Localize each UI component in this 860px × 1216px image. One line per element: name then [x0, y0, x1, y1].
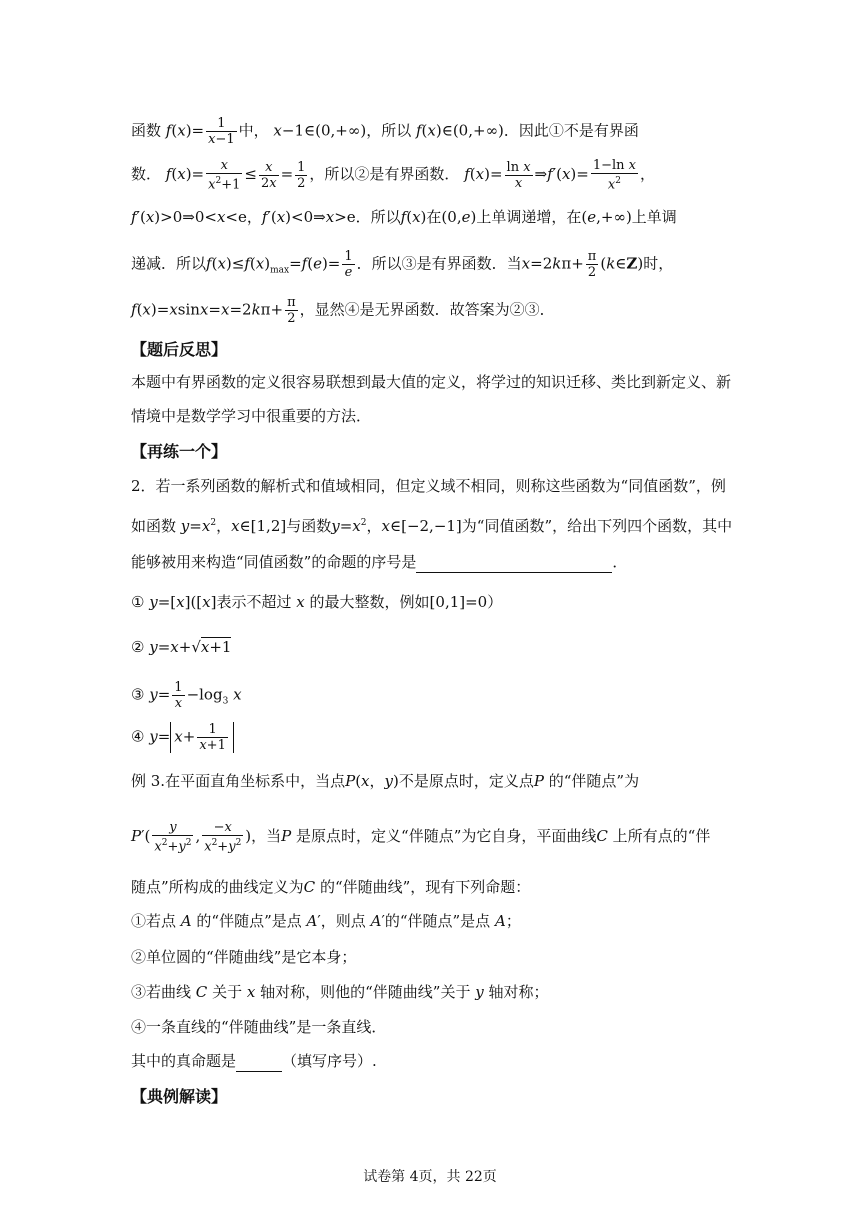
- text: ，则点: [320, 912, 366, 930]
- example3-line-1: 例 3.在平面直角坐标系中，当点P(x，y)不是原点时，定义点P 的“伴随点”为: [131, 772, 640, 790]
- proposition-1: ①若点 A 的“伴随点”是点 A′，则点 A′的“伴随点”是点 A；: [131, 912, 521, 930]
- text: ）: [487, 593, 503, 611]
- text: ，当: [251, 827, 282, 846]
- solution-line-4: 递减．所以$f(x)\le f(x)_{max}=f(e)=$ $\frac{1}{e}$ ．所以③是有界函数．当x=2kπ+ $\frac{\pi}{2}$ (k∈Z)时，: [131, 249, 674, 280]
- heading-reflection: 【题后反思】: [131, 340, 228, 359]
- proposition-2: ②单位圆的“伴随曲线”是它本身；: [131, 948, 357, 966]
- text: 上所有点的“伴: [612, 827, 711, 846]
- text: 的最大整数，例如: [309, 593, 430, 611]
- problem2-line-2: 如函数 $y=x^2$，x∈[1,2]与函数$y=x^2$，x∈[−2,−1]为“同值函数”，给出下列四个函数，其中: [131, 517, 733, 535]
- text: 递减．所以: [131, 254, 207, 273]
- text: 中，: [238, 121, 269, 140]
- text: 关于: [212, 983, 243, 1001]
- option-3: ③ y= $\frac{1}{x}$ $-\log_3$ x: [131, 680, 242, 711]
- solution-line-5: f(x)=xsinx=x=2kπ+ $\frac{\pi}{2}$ ，显然④是无界函数．故答案为②③．: [131, 295, 555, 326]
- text: 上单调递增，在: [476, 208, 582, 226]
- heading-example: 【典例解读】: [131, 1087, 228, 1106]
- text: ，所以: [366, 121, 412, 140]
- text: 其中的真命题是: [131, 1052, 237, 1070]
- text: ．因此①不是有界函: [503, 121, 639, 140]
- text: 上单调: [631, 208, 677, 226]
- solution-line-3: f′(x)>0⇒0<x<e，f′(x)<0⇒x>e．所以f(x)在(0,e)上单调递增，在(e,+∞)上单调: [131, 208, 677, 226]
- text: 是原点时，定义“伴随点”为它自身，平面曲线: [296, 827, 597, 846]
- text: 为“同值函数”，给出下列四个函数，其中: [461, 517, 733, 535]
- solution-line-1: 函数 f(x)= $\frac{1}{x-1}$ 中， x−1∈(0,+∞)，所以 f(x)∈(0,+∞)．因此①不是有界函: [131, 116, 639, 147]
- text: 不是原点时，定义点: [398, 772, 534, 790]
- example3-line-3: 随点”所构成的曲线定义为C 的“伴随曲线”，现有下列命题：: [131, 878, 531, 896]
- answer-blank[interactable]: [236, 1055, 282, 1072]
- text: 能够被用来构造“同值函数”的命题的序号是: [131, 553, 417, 571]
- text: 表示不超过: [216, 593, 292, 611]
- option-1: ① y=[x]([x]表示不超过 x 的最大整数，例如[0,1]=0）: [131, 593, 503, 611]
- text: 轴对称，则他的“伴随曲线”关于: [260, 983, 471, 1001]
- text: 与函数: [286, 517, 332, 535]
- text: ，所以②是有界函数．: [309, 165, 460, 184]
- page-footer: 试卷第 4页，共 22页: [363, 1169, 497, 1185]
- text: 例 3.在平面直角坐标系中，当点: [131, 772, 346, 790]
- example3-line-2: P′( $\frac{y}{x^2+y^2}$ , $\frac{-x}{x^2+y^2}$ )，当P 是原点时，定义“伴随点”为它自身，平面曲线C 上所有点的“伴: [131, 820, 711, 855]
- text: 的“伴随点”是点: [384, 912, 491, 930]
- text: 的“伴随点”为: [548, 772, 640, 790]
- text: ；: [505, 912, 521, 930]
- text: 在: [426, 208, 442, 226]
- text: ．所以: [355, 208, 401, 226]
- text: （填写序号）.: [282, 1052, 377, 1070]
- text: 函数: [131, 121, 162, 140]
- problem2-line-3: [131, 551, 627, 573]
- text: 的“伴随点”是点: [196, 912, 302, 930]
- problem2-line-1: 2．若一系列函数的解析式和值域相同，但定义域不相同，则称这些函数为“同值函数”，例: [131, 477, 726, 495]
- text: ，显然④是无界函数．故答案为②③．: [299, 300, 555, 319]
- proposition-3: ③若曲线 C 关于 x 轴对称，则他的“伴随曲线”关于 y 轴对称；: [131, 983, 549, 1001]
- option-2: ② y=x+√x+1: [131, 638, 232, 656]
- text: 时，: [643, 254, 674, 273]
- reflection-line-2: 情境中是数学学习中很重要的方法．: [131, 407, 372, 425]
- text: 如函数: [131, 517, 177, 535]
- text: ①若点: [131, 912, 177, 930]
- proposition-4: ④一条直线的“伴随曲线”是一条直线．: [131, 1018, 387, 1036]
- heading-practice: 【再练一个】: [131, 442, 228, 461]
- text: 随点”所构成的曲线定义为: [131, 878, 304, 896]
- option-4: ④ y= x+ $\frac{1}{x+1}$: [131, 722, 234, 753]
- example3-answer-line: [131, 1050, 377, 1072]
- answer-blank[interactable]: [416, 556, 612, 573]
- text: ．所以③是有界函数．当: [356, 254, 522, 273]
- reflection-line-1: 本题中有界函数的定义很容易联想到最大值的定义，将学过的知识迁移、类比到新定义、新: [131, 373, 732, 391]
- solution-line-2: 数． f(x)= $\frac{x}{x^2+1}$ ≤ $\frac{x}{2x}$ = $\frac{1}{2}$ ，所以②是有界函数． f(x)= $\frac{\text{ln x}}{x}$ ⇒f′(x)= $\frac{\text{1−ln x}}{x^2}$ ，: [131, 158, 656, 193]
- text: ．: [612, 553, 628, 571]
- text: ③若曲线: [131, 983, 192, 1001]
- text: 数．: [131, 165, 162, 184]
- text: 的“伴随曲线”，现有下列命题：: [319, 878, 531, 896]
- text: 轴对称；: [488, 983, 549, 1001]
